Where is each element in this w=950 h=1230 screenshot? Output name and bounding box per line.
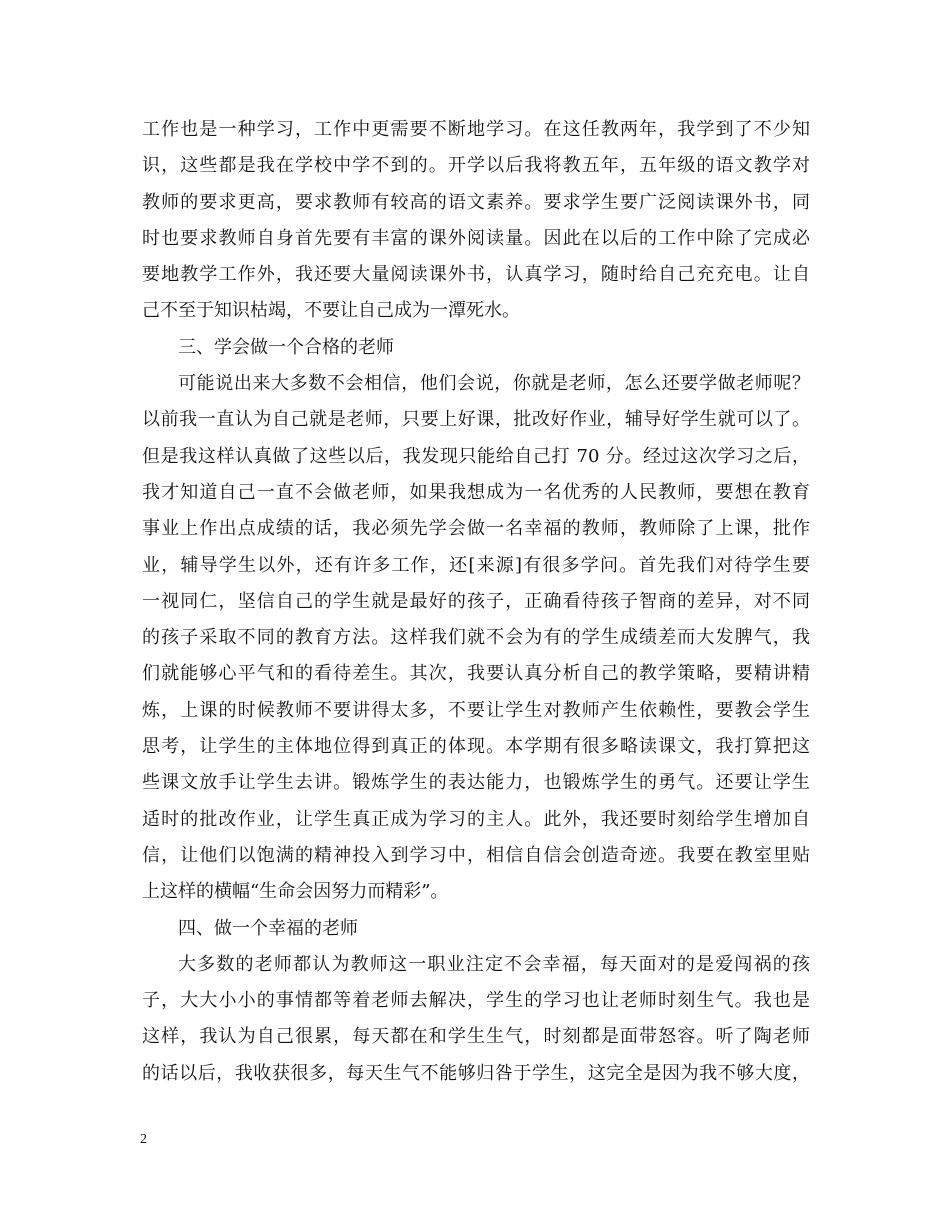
text-line: 些课文放手让学生去讲。锻炼学生的表达能力，也锻炼学生的勇气。还要让学生 [142, 772, 810, 794]
text-line: 思考，让学生的主体地位得到真正的体现。本学期有很多略读课文，我打算把这 [142, 736, 810, 758]
body-text [142, 112, 810, 1092]
page-number: 2 [140, 1132, 147, 1147]
text-line: 上这样的横幅“生命会因努力而精彩”。 [142, 881, 449, 903]
text-line: 我才知道自己一直不会做老师，如果我想成为一名优秀的人民教师，要想在教育 [142, 481, 810, 503]
text-line: 的孩子采取不同的教育方法。这样我们就不会为有的学生成绩差而大发脾气，我 [142, 627, 810, 649]
text-line: 炼，上课的时候教师不要讲得太多，不要让学生对教师产生依赖性，要教会学生 [142, 699, 810, 721]
text-line: 可能说出来大多数不会相信，他们会说，你就是老师，怎么还要学做老师呢？ [178, 373, 810, 395]
text-line: 适时的批改作业，让学生真正成为学习的主人。此外，我还要时刻给学生增加自 [142, 808, 810, 830]
text-line: 要地教学工作外，我还要大量阅读课外书，认真学习，随时给自己充充电。让自 [142, 264, 810, 286]
text-line: 识，这些都是我在学校中学不到的。开学以后我将教五年，五年级的语文教学对 [142, 155, 810, 177]
text-line: 的话以后，我收获很多，每天生气不能够归咎于学生，这完全是因为我不够大度， [142, 1062, 810, 1084]
text-line: 但是我这样认真做了这些以后，我发现只能给自己打 70 分。经过这次学习之后， [142, 445, 810, 467]
text-line: 信，让他们以饱满的精神投入到学习中，相信自信会创造奇迹。我要在教室里贴 [142, 844, 810, 866]
text-line: 们就能够心平气和的看待差生。其次，我要认真分析自己的教学策略，要精讲精 [142, 663, 810, 685]
text-line: 这样，我认为自己很累，每天都在和学生生气，时刻都是面带怒容。听了陶老师 [142, 1026, 810, 1048]
section-heading: 三、学会做一个合格的老师 [178, 336, 394, 358]
text-line: 教师的要求更高，要求教师有较高的语文素养。要求学生要广泛阅读课外书，同 [142, 191, 810, 213]
text-line: 时也要求教师自身首先要有丰富的课外阅读量。因此在以后的工作中除了完成必 [142, 227, 810, 249]
section-heading: 四、做一个幸福的老师 [178, 917, 358, 939]
text-line: 工作也是一种学习，工作中更需要不断地学习。在这任教两年，我学到了不少知 [142, 119, 810, 140]
text-line: 一视同仁，坚信自己的学生就是最好的孩子，正确看待孩子智商的差异，对不同 [142, 590, 810, 612]
text-line: 大多数的老师都认为教师这一职业注定不会幸福，每天面对的是爱闯祸的孩 [178, 953, 810, 975]
text-line: 业，辅导学生以外，还有许多工作，还[来源]有很多学问。首先我们对待学生要 [142, 554, 810, 576]
text-line: 己不至于知识枯竭，不要让自己成为一潭死水。 [142, 300, 520, 322]
text-line: 以前我一直认为自己就是老师，只要上好课，批改好作业，辅导好学生就可以了。 [142, 409, 810, 431]
text-line: 子，大大小小的事情都等着老师去解决，学生的学习也让老师时刻生气。我也是 [142, 990, 810, 1012]
text-line: 事业上作出点成绩的话，我必须先学会做一名幸福的教师，教师除了上课，批作 [142, 518, 810, 540]
